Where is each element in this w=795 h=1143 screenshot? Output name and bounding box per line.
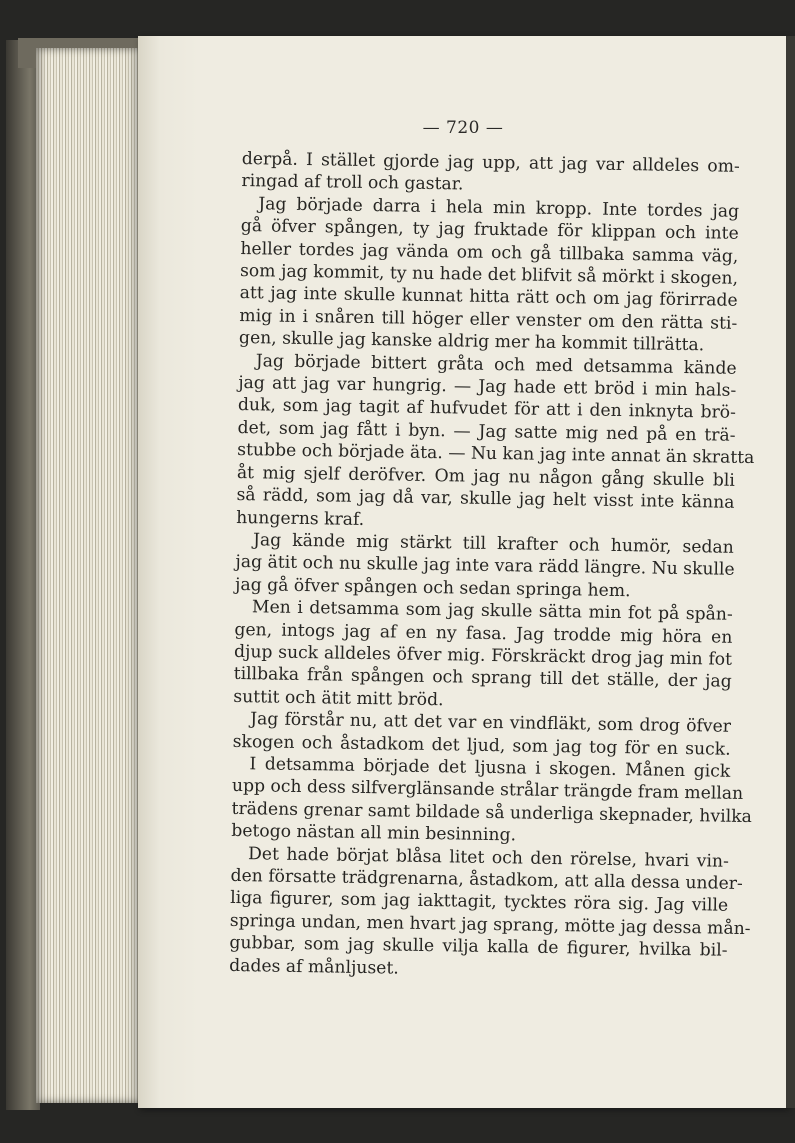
text-line: betogo nästan all min besinning. — [231, 821, 517, 846]
text-line: djup suck alldeles öfver mig. Förskräckt drog jag min fot — [233, 641, 733, 670]
text-line: tillbaka från spången och sprang till det ställe, der jag — [233, 664, 732, 693]
text-line: Jag började darra i hela min kropp. Inte tordes jag — [240, 193, 740, 222]
text-line: Jag började bittert gråta och med detsamma kände — [238, 350, 737, 379]
text-line: jag ätit och nu skulle jag inte vara rädd längre. Nu skulle — [235, 552, 735, 581]
text-line: det, som jag fått i byn. — Jag satte mig ned på en trä- — [237, 417, 736, 446]
text-line: Det hade börjat blåsa litet och den rörelse, hvari vin- — [230, 843, 730, 872]
text-line: dades af månljuset. — [229, 955, 399, 979]
text-line: jag att jag var hungrig. — Jag hade ett bröd i min hals- — [238, 373, 737, 401]
text-line: stubbe och började äta. — Nu kan jag inte annat än skratta — [237, 440, 755, 469]
text-line: så rädd, som jag då var, skulle jag helt visst inte känna — [236, 485, 735, 513]
text-line: skogen och åstadkom det ljud, som jag tog för en suck. — [232, 731, 731, 760]
text-line: gå öfver spången, ty jag fruktade för klippan och inte — [240, 216, 739, 245]
text-line: derpå. I stället gjorde jag upp, att jag var alldeles om- — [241, 148, 740, 177]
text-line: Men i detsamma som jag skulle sätta min fot på spån- — [234, 597, 733, 625]
text-line: den försatte trädgrenarna, åstadkom, att alla dessa under- — [230, 865, 743, 894]
background-edge — [786, 36, 795, 1108]
text-line: åt mig sjelf deröfver. Om jag nu någon gång skulle bli — [236, 462, 735, 491]
text-line: trädens grenar samt bildade så underliga skepnader, hvilka — [231, 798, 752, 827]
text-line: upp och dess silfverglänsande strålar trängde fram mellan — [231, 776, 744, 805]
page-number: — 720 — — [422, 118, 504, 138]
text-line: duk, som jag tagit af hufvudet för att i den inknyta brö- — [237, 395, 737, 424]
text-line: liga figurer, som jag iakttagit, tycktes röra sig. Jag ville — [230, 888, 729, 917]
text-line: heller tordes jag vända om och gå tillbaka samma väg, — [240, 238, 739, 267]
text-line: Jag kände mig stärkt till krafter och humör, sedan — [235, 529, 734, 558]
book-cover-edge — [6, 40, 40, 1110]
text-line: suttit och ätit mitt bröd. — [233, 686, 444, 710]
text-line: springa undan, men hvart jag sprang, mötte jag dessa mån- — [229, 910, 751, 939]
text-line: mig in i snåren till höger eller venster om den rätta sti- — [239, 305, 738, 334]
text-line: att jag inte skulle kunnat hitta rätt och om jag förirrade — [239, 283, 738, 312]
text-line: gen, skulle jag kanske aldrig mer ha kommit tillrätta. — [238, 328, 705, 356]
text-line: gubbar, som jag skulle vilja kalla de figurer, hvilka bil- — [229, 933, 728, 961]
text-line: I detsamma började det ljusna i skogen. Månen gick — [232, 753, 731, 782]
text-line: gen, intogs jag af en ny fasa. Jag trodde mig höra en — [234, 619, 733, 648]
page-stack-edges — [36, 48, 140, 1103]
text-line: ringad af troll och gastar. — [241, 171, 464, 195]
text-line: Jag förstår nu, att det var en vindfläkt, som drog öfver — [232, 709, 732, 737]
text-line: som jag kommit, ty nu hade det blifvit så mörkt i skogen, — [239, 261, 739, 289]
text-line: hungerns kraf. — [236, 507, 365, 530]
body-text — [229, 148, 755, 985]
text-line: jag gå öfver spången och sedan springa hem. — [234, 574, 631, 601]
book-page — [138, 36, 788, 1108]
